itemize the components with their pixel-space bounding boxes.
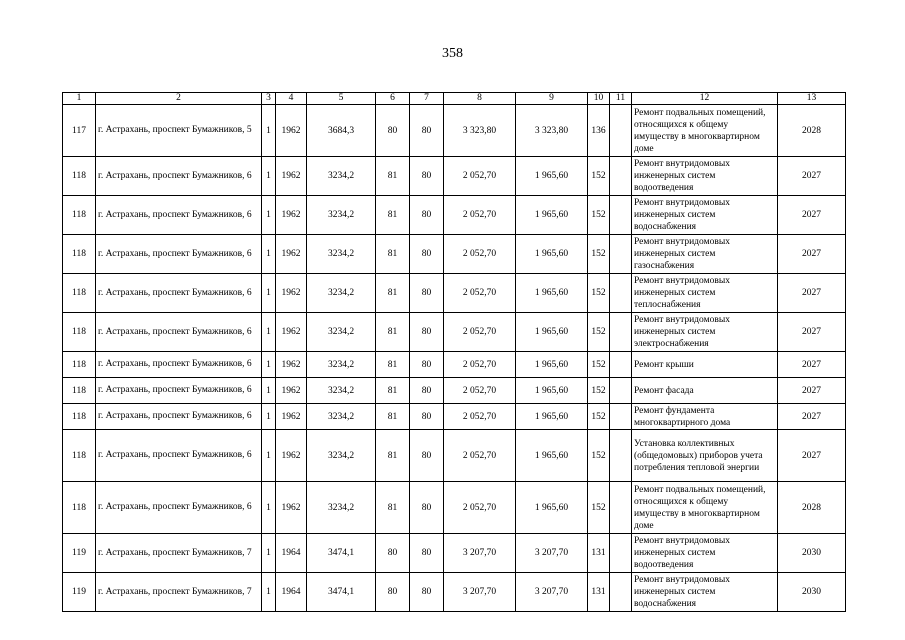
cell-area: 3474,1: [307, 573, 376, 612]
cell-col11: [610, 573, 632, 612]
cell-row-number: 118: [63, 196, 96, 235]
column-number-3: 3: [262, 93, 276, 105]
cell-area: 3474,1: [307, 534, 376, 573]
cell-cost-per: 1 965,60: [516, 196, 588, 235]
cell-col7: 80: [410, 313, 444, 352]
cell-cost-total: 2 052,70: [444, 274, 516, 313]
cell-col10: 152: [588, 196, 610, 235]
cell-col10: 152: [588, 378, 610, 404]
cell-year-planned: 2028: [778, 105, 846, 157]
cell-cost-total: 3 207,70: [444, 534, 516, 573]
cell-address: г. Астрахань, проспект Бумажников, 6: [96, 430, 262, 482]
cell-cost-total: 2 052,70: [444, 404, 516, 430]
cell-col6: 81: [376, 313, 410, 352]
cell-col10: 152: [588, 157, 610, 196]
cell-year: 1962: [276, 482, 307, 534]
cell-col10: 152: [588, 430, 610, 482]
cell-year: 1962: [276, 313, 307, 352]
cell-cost-per: 1 965,60: [516, 404, 588, 430]
cell-cost-total: 3 323,80: [444, 105, 516, 157]
cell-col3: 1: [262, 430, 276, 482]
cell-col6: 81: [376, 352, 410, 378]
column-number-1: 1: [63, 93, 96, 105]
cell-cost-per: 1 965,60: [516, 482, 588, 534]
cell-cost-total: 2 052,70: [444, 482, 516, 534]
cell-col11: [610, 274, 632, 313]
cell-col7: 80: [410, 105, 444, 157]
cell-cost-per: 1 965,60: [516, 313, 588, 352]
table-row: [63, 573, 846, 612]
column-number-header-row: [63, 93, 846, 105]
cell-year-planned: 2027: [778, 352, 846, 378]
cell-work-type: Ремонт внутридомовых инженерных систем электроснабжения: [632, 313, 778, 352]
cell-cost-total: 2 052,70: [444, 378, 516, 404]
cell-year: 1962: [276, 196, 307, 235]
cell-work-type: Ремонт внутридомовых инженерных систем водоотведения: [632, 534, 778, 573]
cell-address: г. Астрахань, проспект Бумажников, 6: [96, 378, 262, 404]
cell-year-planned: 2027: [778, 430, 846, 482]
cell-work-type: Ремонт фасада: [632, 378, 778, 404]
cell-year-planned: 2027: [778, 196, 846, 235]
cell-cost-total: 2 052,70: [444, 157, 516, 196]
cell-col11: [610, 352, 632, 378]
cell-area: 3234,2: [307, 196, 376, 235]
cell-col3: 1: [262, 274, 276, 313]
cell-col3: 1: [262, 534, 276, 573]
cell-area: 3684,3: [307, 105, 376, 157]
table-row: [63, 430, 846, 482]
cell-col7: 80: [410, 274, 444, 313]
cell-work-type: Установка коллективных (общедомовых) приборов учета потребления тепловой энергии: [632, 430, 778, 482]
cell-row-number: 118: [63, 430, 96, 482]
cell-col10: 131: [588, 534, 610, 573]
cell-address: г. Астрахань, проспект Бумажников, 6: [96, 157, 262, 196]
cell-year-planned: 2027: [778, 157, 846, 196]
cell-year: 1962: [276, 235, 307, 274]
cell-work-type: Ремонт крыши: [632, 352, 778, 378]
column-number-12: 12: [632, 93, 778, 105]
cell-col11: [610, 196, 632, 235]
cell-col10: 152: [588, 482, 610, 534]
cell-year-planned: 2027: [778, 313, 846, 352]
cell-col3: 1: [262, 573, 276, 612]
cell-cost-total: 2 052,70: [444, 430, 516, 482]
cell-work-type: Ремонт внутридомовых инженерных систем водоотведения: [632, 157, 778, 196]
page-number: 358: [442, 46, 463, 61]
cell-col11: [610, 157, 632, 196]
column-number-11: 11: [610, 93, 632, 105]
cell-address: г. Астрахань, проспект Бумажников, 7: [96, 534, 262, 573]
cell-cost-total: 3 207,70: [444, 573, 516, 612]
column-number-7: 7: [410, 93, 444, 105]
cell-col6: 80: [376, 573, 410, 612]
cell-area: 3234,2: [307, 378, 376, 404]
cell-work-type: Ремонт фундамента многоквартирного дома: [632, 404, 778, 430]
table-row: [63, 313, 846, 352]
cell-year-planned: 2027: [778, 378, 846, 404]
cell-year-planned: 2030: [778, 573, 846, 612]
cell-year-planned: 2028: [778, 482, 846, 534]
cell-col3: 1: [262, 313, 276, 352]
cell-col3: 1: [262, 196, 276, 235]
cell-col3: 1: [262, 404, 276, 430]
cell-area: 3234,2: [307, 482, 376, 534]
column-number-13: 13: [778, 93, 846, 105]
cell-col3: 1: [262, 105, 276, 157]
column-number-8: 8: [444, 93, 516, 105]
cell-year: 1964: [276, 534, 307, 573]
cell-year-planned: 2027: [778, 274, 846, 313]
cell-col11: [610, 404, 632, 430]
table-row: [63, 352, 846, 378]
cell-address: г. Астрахань, проспект Бумажников, 6: [96, 404, 262, 430]
cell-col7: 80: [410, 352, 444, 378]
table-row: [63, 157, 846, 196]
column-number-4: 4: [276, 93, 307, 105]
cell-cost-per: 3 207,70: [516, 573, 588, 612]
cell-year-planned: 2027: [778, 235, 846, 274]
cell-col3: 1: [262, 378, 276, 404]
cell-year: 1962: [276, 378, 307, 404]
cell-row-number: 118: [63, 352, 96, 378]
cell-col6: 81: [376, 430, 410, 482]
cell-col7: 80: [410, 573, 444, 612]
column-number-2: 2: [96, 93, 262, 105]
cell-col10: 152: [588, 274, 610, 313]
cell-row-number: 118: [63, 313, 96, 352]
cell-address: г. Астрахань, проспект Бумажников, 6: [96, 274, 262, 313]
cell-row-number: 118: [63, 235, 96, 274]
cell-address: г. Астрахань, проспект Бумажников, 6: [96, 352, 262, 378]
cell-col3: 1: [262, 352, 276, 378]
cell-col10: 152: [588, 352, 610, 378]
cell-cost-per: 1 965,60: [516, 378, 588, 404]
cell-year: 1962: [276, 430, 307, 482]
column-number-5: 5: [307, 93, 376, 105]
cell-cost-per: 1 965,60: [516, 235, 588, 274]
cell-year: 1962: [276, 105, 307, 157]
cell-col6: 81: [376, 482, 410, 534]
cell-year: 1962: [276, 274, 307, 313]
cell-year: 1964: [276, 573, 307, 612]
table-row: [63, 274, 846, 313]
cell-col7: 80: [410, 482, 444, 534]
cell-year-planned: 2027: [778, 404, 846, 430]
cell-col6: 81: [376, 378, 410, 404]
cell-address: г. Астрахань, проспект Бумажников, 6: [96, 196, 262, 235]
cell-col6: 80: [376, 534, 410, 573]
cell-col11: [610, 313, 632, 352]
cell-area: 3234,2: [307, 352, 376, 378]
cell-year: 1962: [276, 404, 307, 430]
cell-cost-per: 1 965,60: [516, 157, 588, 196]
cell-col3: 1: [262, 482, 276, 534]
table-row: [63, 404, 846, 430]
cell-col7: 80: [410, 534, 444, 573]
table-row: [63, 534, 846, 573]
cell-row-number: 118: [63, 482, 96, 534]
cell-area: 3234,2: [307, 404, 376, 430]
cell-col7: 80: [410, 157, 444, 196]
cell-year-planned: 2030: [778, 534, 846, 573]
cell-col11: [610, 105, 632, 157]
cell-address: г. Астрахань, проспект Бумажников, 5: [96, 105, 262, 157]
cell-col7: 80: [410, 196, 444, 235]
cell-area: 3234,2: [307, 274, 376, 313]
cell-col6: 81: [376, 235, 410, 274]
cell-col11: [610, 430, 632, 482]
cell-cost-total: 2 052,70: [444, 235, 516, 274]
column-number-9: 9: [516, 93, 588, 105]
cell-col6: 80: [376, 105, 410, 157]
cell-cost-per: 3 207,70: [516, 534, 588, 573]
cell-cost-per: 1 965,60: [516, 274, 588, 313]
cell-col11: [610, 235, 632, 274]
cell-row-number: 119: [63, 534, 96, 573]
cell-row-number: 117: [63, 105, 96, 157]
cell-work-type: Ремонт подвальных помещений, относящихся к общему имуществу в многоквартирном доме: [632, 482, 778, 534]
cell-area: 3234,2: [307, 430, 376, 482]
table-row: [63, 482, 846, 534]
cell-work-type: Ремонт внутридомовых инженерных систем водоснабжения: [632, 573, 778, 612]
cell-year: 1962: [276, 352, 307, 378]
cell-area: 3234,2: [307, 157, 376, 196]
cell-area: 3234,2: [307, 235, 376, 274]
cell-col10: 152: [588, 235, 610, 274]
cell-col11: [610, 482, 632, 534]
cell-col6: 81: [376, 196, 410, 235]
cell-year: 1962: [276, 157, 307, 196]
cell-col7: 80: [410, 404, 444, 430]
cell-address: г. Астрахань, проспект Бумажников, 7: [96, 573, 262, 612]
cell-col6: 81: [376, 157, 410, 196]
cell-cost-per: 1 965,60: [516, 430, 588, 482]
cell-cost-total: 2 052,70: [444, 196, 516, 235]
cell-col10: 152: [588, 404, 610, 430]
cell-cost-per: 3 323,80: [516, 105, 588, 157]
cell-col3: 1: [262, 157, 276, 196]
cell-cost-total: 2 052,70: [444, 313, 516, 352]
cell-col7: 80: [410, 378, 444, 404]
cell-col7: 80: [410, 430, 444, 482]
cell-col3: 1: [262, 235, 276, 274]
cell-area: 3234,2: [307, 313, 376, 352]
table-row: [63, 378, 846, 404]
cell-col10: 136: [588, 105, 610, 157]
cell-address: г. Астрахань, проспект Бумажников, 6: [96, 313, 262, 352]
cell-col6: 81: [376, 274, 410, 313]
column-number-10: 10: [588, 93, 610, 105]
cell-address: г. Астрахань, проспект Бумажников, 6: [96, 235, 262, 274]
cell-col11: [610, 534, 632, 573]
repair-schedule-table: [62, 92, 846, 612]
cell-row-number: 118: [63, 274, 96, 313]
cell-row-number: 118: [63, 404, 96, 430]
cell-col10: 131: [588, 573, 610, 612]
column-number-6: 6: [376, 93, 410, 105]
cell-row-number: 119: [63, 573, 96, 612]
cell-col11: [610, 378, 632, 404]
cell-work-type: Ремонт внутридомовых инженерных систем водоснабжения: [632, 196, 778, 235]
cell-work-type: Ремонт подвальных помещений, относящихся к общему имуществу в многоквартирном доме: [632, 105, 778, 157]
cell-col6: 81: [376, 404, 410, 430]
cell-row-number: 118: [63, 378, 96, 404]
table-row: [63, 105, 846, 157]
cell-address: г. Астрахань, проспект Бумажников, 6: [96, 482, 262, 534]
cell-row-number: 118: [63, 157, 96, 196]
cell-work-type: Ремонт внутридомовых инженерных систем теплоснабжения: [632, 274, 778, 313]
cell-col10: 152: [588, 313, 610, 352]
table-row: [63, 196, 846, 235]
table-row: [63, 235, 846, 274]
cell-cost-total: 2 052,70: [444, 352, 516, 378]
cell-work-type: Ремонт внутридомовых инженерных систем газоснабжения: [632, 235, 778, 274]
cell-col7: 80: [410, 235, 444, 274]
cell-cost-per: 1 965,60: [516, 352, 588, 378]
